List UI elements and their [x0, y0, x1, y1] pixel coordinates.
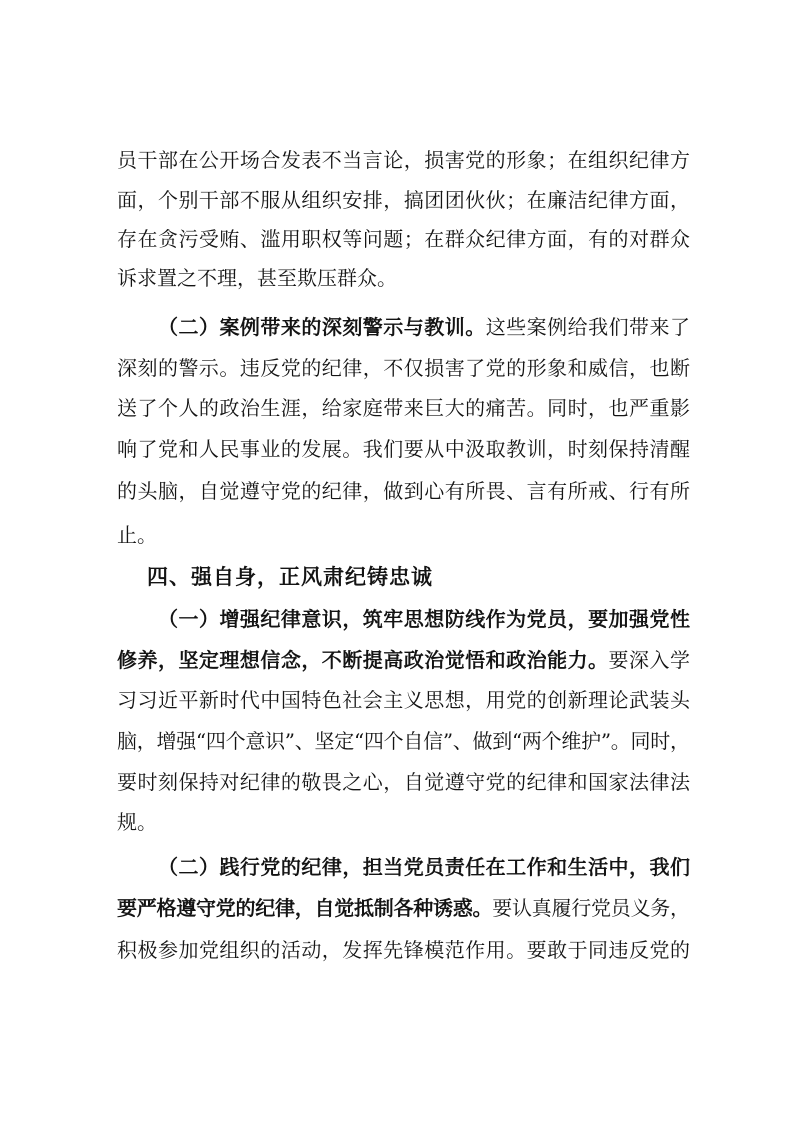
- body-text: 诉求置之不理，甚至欺压群众。: [117, 266, 397, 290]
- text-line: [117, 936, 690, 964]
- line-content: [117, 394, 690, 422]
- text-line: [117, 808, 690, 836]
- section-heading: 四、强自身，正风肃纪铸忠诚: [147, 565, 433, 589]
- text-line: [117, 477, 690, 505]
- line-content: [117, 477, 690, 505]
- emphasis-text: （二）践行党的纪律，担当党员责任在工作和生活中，我们: [158, 855, 691, 879]
- body-text: 面，个别干部不服从组织安排，搞团团伙伙；在廉洁纪律方面，: [117, 188, 691, 212]
- body-text: 止。: [117, 523, 157, 547]
- text-line: [158, 313, 690, 341]
- line-content: [117, 354, 690, 382]
- text-line: [117, 521, 690, 549]
- text-line: [117, 686, 690, 714]
- emphasis-text: （二）案例带来的深刻警示与教训。: [158, 315, 486, 339]
- line-content: [117, 686, 690, 714]
- body-text: 深刻的警示。违反党的纪律，不仅损害了党的形象和威信，也断: [117, 356, 691, 380]
- text-line: [117, 768, 690, 796]
- line-content: [117, 768, 690, 796]
- text-line: [158, 853, 690, 881]
- line-content: [117, 186, 690, 214]
- line-content: [158, 605, 690, 633]
- line-content: [117, 521, 157, 549]
- line-content: [117, 936, 690, 964]
- body-text: 规。: [117, 810, 157, 834]
- line-content: [158, 313, 691, 341]
- line-content: [117, 727, 690, 755]
- body-text: 脑，增强“四个意识”、坚定“四个自信”、做到“两个维护”。同时，: [117, 729, 690, 753]
- emphasis-text: （一）增强纪律意识，筑牢思想防线作为党员，要加强党性: [158, 607, 691, 631]
- body-text: 的头脑，自觉遵守党的纪律，做到心有所畏、言有所戒、行有所: [117, 479, 691, 503]
- line-content: [117, 808, 157, 836]
- text-line: [117, 264, 690, 292]
- text-line: [158, 605, 690, 633]
- emphasis-text: 修养，坚定理想信念，不断提高政治觉悟和政治能力。: [117, 648, 609, 672]
- text-line: [117, 646, 690, 674]
- body-text: 要时刻保持对纪律的敬畏之心，自觉遵守党的纪律和国家法律法: [117, 770, 691, 794]
- line-content: [117, 264, 397, 292]
- body-text: 要认真履行党员义务，: [492, 896, 690, 920]
- body-text: 响了党和人民事业的发展。我们要从中汲取教训，时刻保持清醒: [117, 437, 691, 461]
- body-text: 积极参加党组织的活动，发挥先锋模范作用。要敢于同违反党的: [117, 938, 691, 962]
- body-text: 存在贪污受贿、滥用职权等问题；在群众纪律方面，有的对群众: [117, 227, 691, 251]
- text-line: [117, 354, 690, 382]
- line-content: [117, 646, 690, 674]
- line-content: [117, 225, 690, 253]
- line-content: [117, 435, 690, 463]
- text-line: [117, 186, 690, 214]
- body-text: 送了个人的政治生涯，给家庭带来巨大的痛苦。同时，也严重影: [117, 396, 691, 420]
- line-content: [158, 853, 690, 881]
- text-line: [117, 894, 690, 922]
- text-line: [117, 225, 690, 253]
- body-text: 习习近平新时代中国特色社会主义思想，用党的创新理论武装头: [117, 688, 691, 712]
- text-line: [117, 727, 690, 755]
- emphasis-text: 要严格遵守党的纪律，自觉抵制各种诱惑。: [117, 896, 493, 920]
- text-line: [117, 435, 690, 463]
- line-content: [117, 894, 690, 922]
- text-line: [117, 146, 690, 174]
- body-text: 这些案例给我们带来了: [485, 315, 691, 339]
- text-line: [117, 394, 690, 422]
- line-content: [117, 146, 690, 174]
- body-text: 员干部在公开场合发表不当言论，损害党的形象；在组织纪律方: [117, 148, 691, 172]
- body-text: 要深入学: [608, 648, 691, 672]
